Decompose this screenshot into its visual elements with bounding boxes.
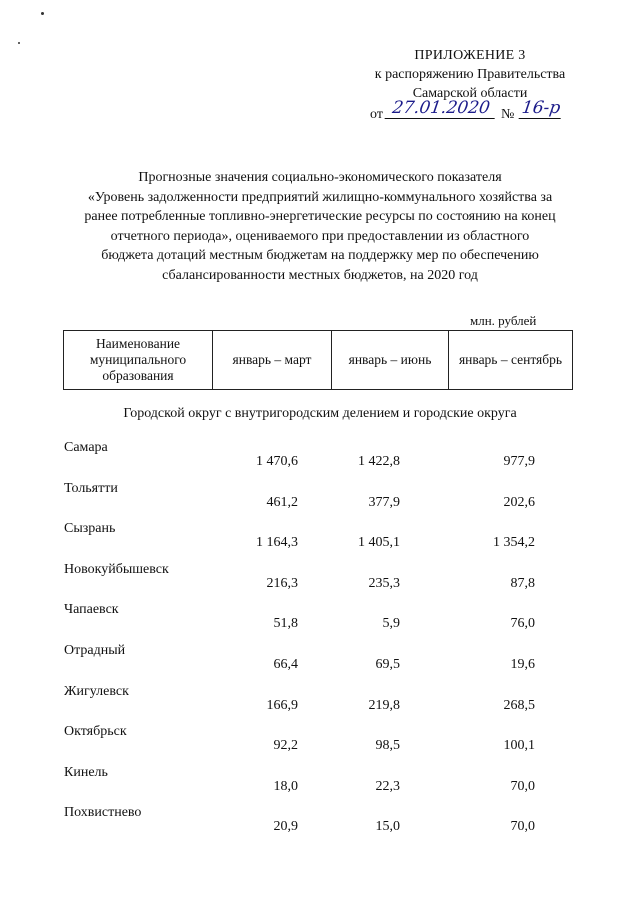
document-heading	[60, 168, 580, 285]
table-row	[0, 805, 640, 845]
value-jan-sep: 202,6	[503, 494, 535, 510]
decree-reference	[360, 98, 580, 125]
heading-line: отчетного периода», оцениваемого при предоставлении из областного	[110, 228, 530, 244]
municipality-name: Жигулевск	[64, 683, 129, 699]
appendix-block	[360, 46, 580, 125]
table-row	[0, 724, 640, 764]
value-jan-jun: 235,3	[368, 575, 400, 591]
header-municipality: Наименование муниципального образования	[64, 331, 213, 390]
heading-line: Прогнозные значения социально-экономического показателя	[138, 170, 502, 185]
scan-speck	[41, 12, 44, 15]
header-row	[64, 331, 573, 390]
appendix-line-1: к распоряжению Правительства	[374, 67, 566, 82]
municipality-name: Чапаевск	[64, 602, 119, 618]
value-jan-sep: 100,1	[503, 738, 535, 754]
municipality-name: Кинель	[64, 764, 108, 780]
units-label: млн. рублей	[470, 313, 537, 328]
handwritten-number: 16-р	[520, 98, 562, 118]
value-jan-mar: 66,4	[273, 657, 298, 672]
table-row	[0, 602, 640, 642]
table-row	[0, 521, 640, 561]
value-jan-jun: 1 422,8	[358, 454, 400, 469]
table-row	[0, 562, 640, 602]
value-jan-sep: 19,6	[510, 657, 535, 672]
municipality-name: Похвистнево	[64, 805, 142, 821]
handwritten-date: 27.01.2020	[385, 99, 498, 119]
value-jan-sep: 70,0	[510, 819, 535, 835]
value-jan-jun: 98,5	[375, 738, 400, 754]
municipality-name: Сызрань	[64, 521, 116, 537]
header-jan-mar: январь – март	[213, 331, 332, 390]
table-row	[0, 765, 640, 805]
municipality-name: Самара	[64, 440, 108, 455]
municipality-name: Тольятти	[64, 480, 118, 496]
heading-line: «Уровень задолженности предприятий жилищно-коммунального хозяйства за	[87, 189, 553, 205]
appendix-title: ПРИЛОЖЕНИЕ 3	[414, 48, 526, 63]
value-jan-mar: 166,9	[266, 697, 298, 713]
value-jan-mar: 216,3	[266, 575, 298, 591]
value-jan-sep: 87,8	[510, 575, 535, 591]
table-row	[0, 643, 640, 683]
heading-line: сбалансированности местных бюджетов, на 2020 год	[162, 267, 478, 283]
value-jan-jun: 15,0	[375, 819, 400, 835]
value-jan-mar: 18,0	[273, 778, 298, 794]
value-jan-mar: 1 470,6	[256, 454, 298, 469]
value-jan-sep: 268,5	[503, 697, 535, 713]
value-jan-jun: 377,9	[368, 494, 400, 510]
value-jan-jun: 22,3	[375, 778, 400, 794]
value-jan-mar: 461,2	[266, 494, 298, 510]
section-title: Городской округ с внутригородским делением и городские округа	[123, 406, 517, 421]
number-sign: №	[501, 107, 515, 122]
value-jan-mar: 1 164,3	[256, 535, 298, 551]
heading-line: бюджета дотаций местным бюджетам на поддержку мер по обеспечению	[101, 248, 539, 263]
heading-line: ранее потребленные топливно-энергетические ресурсы по состоянию на конец	[84, 209, 556, 224]
date-prefix: от	[370, 107, 383, 122]
header-jan-jun: январь – июнь	[332, 331, 449, 390]
table-row	[0, 481, 640, 521]
scan-speck	[18, 42, 20, 44]
value-jan-sep: 70,0	[510, 778, 535, 794]
header-jan-sep: январь – сентябрь	[449, 331, 573, 390]
table-row	[0, 684, 640, 724]
value-jan-jun: 5,9	[382, 616, 400, 632]
value-jan-sep: 977,9	[503, 454, 535, 469]
municipality-name: Новокуйбышевск	[64, 561, 169, 577]
value-jan-sep: 76,0	[510, 616, 535, 632]
municipality-name: Отрадный	[64, 643, 126, 658]
appendix-line-2: Самарской области	[412, 86, 528, 101]
table-header	[63, 330, 573, 390]
value-jan-jun: 1 405,1	[358, 535, 400, 551]
municipality-name: Октябрьск	[64, 724, 127, 740]
value-jan-mar: 51,8	[273, 616, 298, 632]
table-row	[0, 440, 640, 480]
value-jan-jun: 69,5	[375, 657, 400, 672]
value-jan-mar: 20,9	[273, 819, 298, 835]
value-jan-jun: 219,8	[368, 697, 400, 713]
value-jan-sep: 1 354,2	[493, 535, 535, 551]
value-jan-mar: 92,2	[273, 738, 298, 754]
